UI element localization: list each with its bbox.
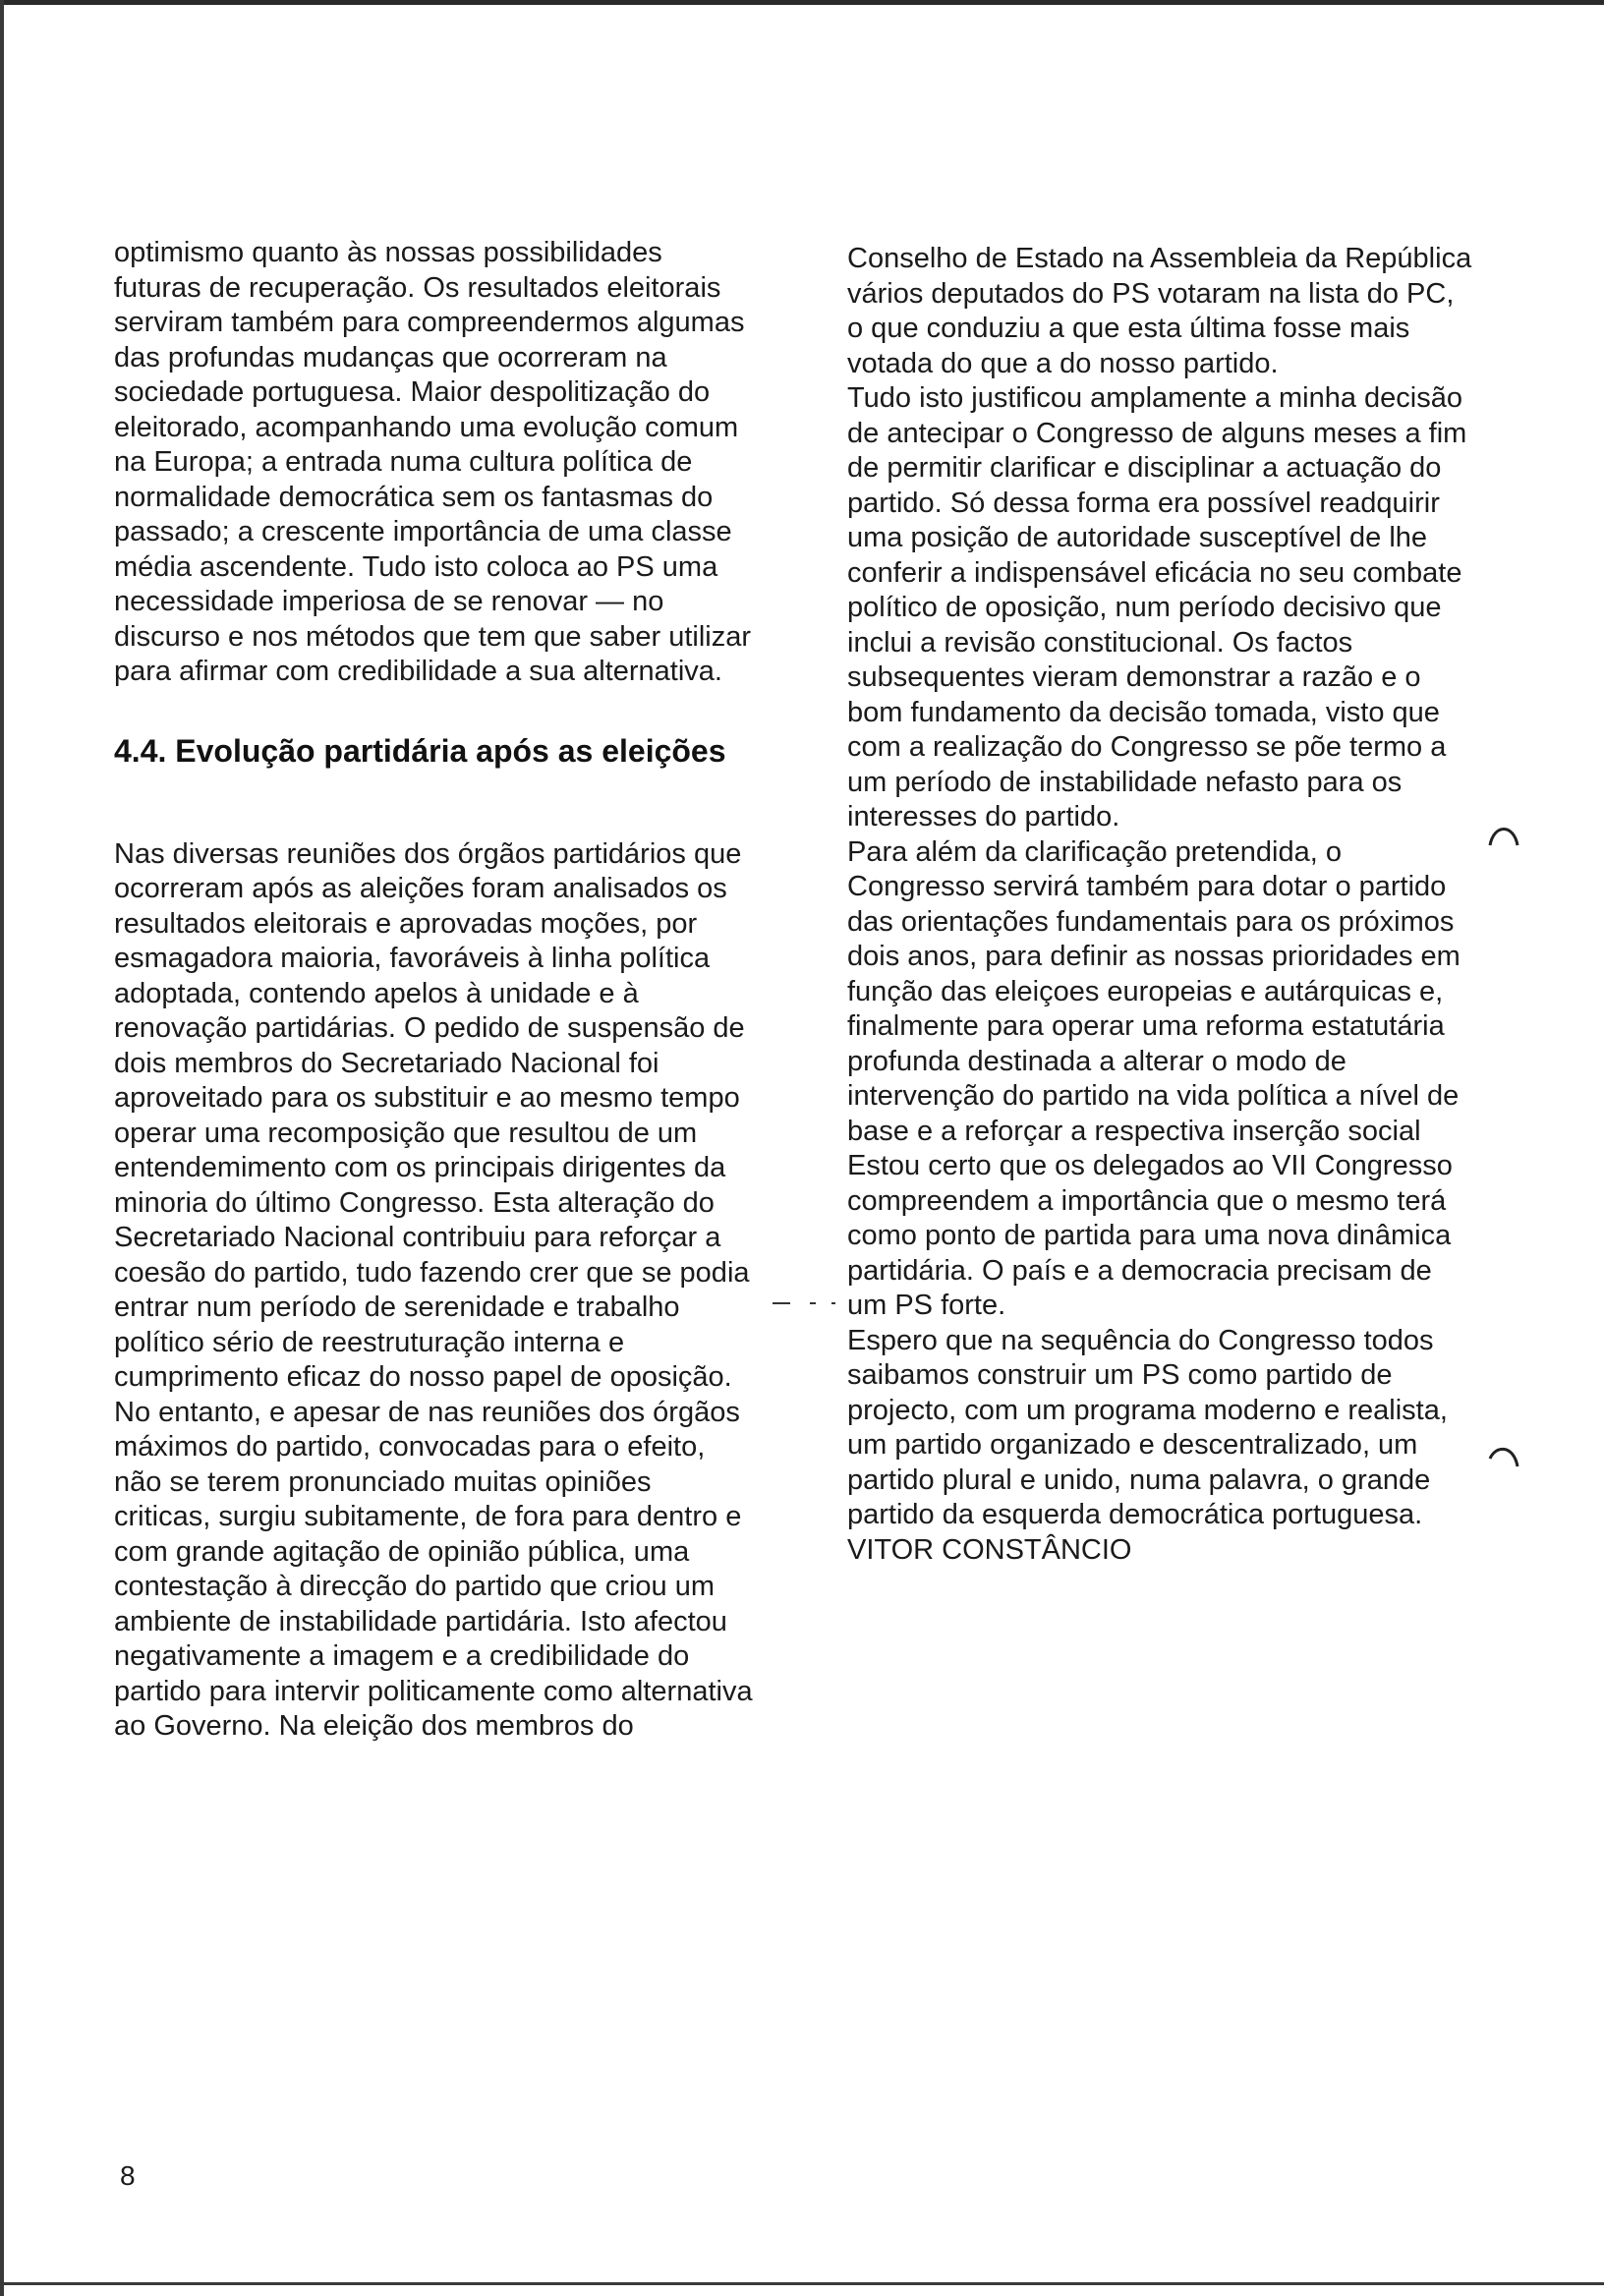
margin-arc-mark-icon <box>1488 820 1521 849</box>
right-column <box>847 242 1476 1568</box>
scan-edge-top <box>0 0 1604 5</box>
left-paragraph-2: No entanto, e apesar de nas reuniões dos órgãos máximos do partido, convocadas para o efeito, não se terem pronunciado muitas opiniões criticas, surgiu subitamente, de fora para dentro e com grande agitação de opinião pública, uma contestação à direcção do partido que criou um ambiente de instabilidade partidária. Isto afectou negativamente a imagem e a credibilidade do partido para intervir politicamente como alternativa ao Governo. Na eleição dos membros do <box>114 1396 753 1742</box>
intro-paragraph: optimismo quanto às nossas possibilidades futuras de recuperação. Os resultados eleitorais serviram também para compreendermos algumas das profundas mudanças que ocorreram na sociedade portuguesa. Maior despolitização do eleitorado, acompanhando uma evolução comum na Europa; a entrada numa cultura política de normalidade democrática sem os fantasmas do passado; a crescente importância de uma classe média ascendente. Tudo isto coloca ao PS uma necessidade imperiosa de se renovar — no discurso e nos métodos que tem que saber utilizar para afirmar com credibilidade a sua alternativa. <box>114 237 752 687</box>
scan-edge-left <box>0 0 4 2296</box>
left-paragraph-1: Nas diversas reuniões dos órgãos partidários que ocorreram após as aleições foram analisados os resultados eleitorais e aprovadas moções, por esmagadora maioria, favoráveis à linha política adoptada, contendo apelos à unidade e à renovação partidárias. O pedido de suspensão de dois membros do Secretariado Nacional foi aproveitado para os substituir e ao mesmo tempo operar uma recomposição que resultou de um entendemimento com os principais dirigentes da minoria do último Congresso. Esta alteração do Secretariado Nacional contribuiu para reforçar a coesão do partido, tudo fazendo crer que se podia entrar num período de serenidade e trabalho político sério de reestruturação interna e cumprimento eficaz do nosso papel de oposição. <box>114 837 750 1393</box>
right-paragraph-4: Estou certo que os delegados ao VII Congresso compreendem a importância que o mesmo terá como ponto de partida para uma nova dinâmica partidária. O país e a democracia precisam de um PS forte. <box>847 1150 1453 1321</box>
section-heading: 4.4. Evolução partidária após as eleições <box>114 732 726 769</box>
right-paragraph-3: Para além da clarificação pretendida, o Congresso servirá também para dotar o partido das orientações fundamentais para os próximos dois anos, para definir as nossas prioridades em função das eleiçoes europeias e autárquicas e, finalmente para operar uma reforma estatutária profunda destinada a alterar o modo de intervenção do partido na vida política a nível de base e a reforçar a respectiva inserção social <box>847 835 1461 1147</box>
right-paragraph-1: Conselho de Estado na Assembleia da República vários deputados do PS votaram na lista do PC, o que conduziu a que esta última fosse mais votada do que a do nosso partido. <box>847 243 1472 379</box>
scan-edge-bottom <box>0 2282 1604 2285</box>
author-signature: VITOR CONSTÂNCIO <box>847 1533 1132 1566</box>
page-number: 8 <box>120 2160 136 2191</box>
right-paragraph-5: Espero que na sequência do Congresso todos saibamos construir um PS como partido de projecto, com um programa moderno e realista, um partido organizado e descentralizado, um partido plural e unido, numa palavra, o grande partido da esquerda democrática portuguesa. <box>847 1324 1448 1530</box>
margin-arc-mark-icon <box>1488 1441 1521 1470</box>
left-column <box>114 236 753 1745</box>
right-paragraph-2: Tudo isto justificou amplamente a minha decisão de antecipar o Congresso de alguns meses a fim de permitir clarificar e disciplinar a actuação do partido. Só dessa forma era possível readquirir uma posição de autoridade susceptível de lhe conferir a indispensável eficácia no seu combate político de oposição, num período decisivo que inclui a revisão constitucional. Os factos subsequentes vieram demonstrar a razão e o bom fundamento da decisão tomada, visto que com a realização do Congresso se põe termo a um período de instabilidade nefasto para os interesses do partido. <box>847 382 1467 832</box>
margin-dash-mark-icon <box>771 1293 849 1313</box>
